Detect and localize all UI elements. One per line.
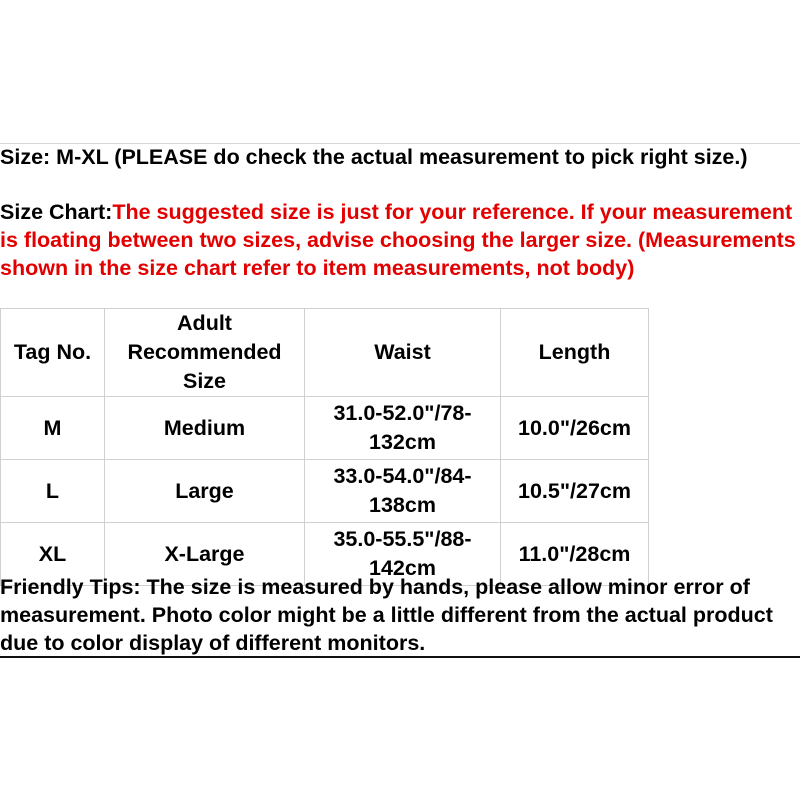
size-range-text: Size: M-XL (PLEASE do check the actual measurement to pick right size.) bbox=[0, 145, 748, 169]
friendly-tips-text: Friendly Tips: The size is measured by hands, please allow minor error of measurement. Photo color might be a little different from the actual product due to color display of different monitors. bbox=[0, 575, 773, 655]
size-chart-label: Size Chart: bbox=[0, 200, 113, 224]
cell-tag: XL bbox=[1, 523, 105, 586]
cell-size: X-Large bbox=[105, 523, 305, 586]
size-chart-note-text: The suggested size is just for your reference. If your measurement is floating between two sizes, advise choosing the larger size. (Measurements shown in the size chart refer to item measurements, not body) bbox=[0, 200, 796, 280]
size-range-line bbox=[0, 143, 800, 171]
cell-length: 11.0"/28cm bbox=[501, 523, 649, 586]
header-waist: Waist bbox=[305, 309, 501, 397]
table-header-row bbox=[1, 309, 649, 397]
size-table bbox=[0, 308, 649, 586]
table-row bbox=[1, 397, 649, 460]
cell-length: 10.0"/26cm bbox=[501, 397, 649, 460]
cell-waist: 33.0-54.0"/84-138cm bbox=[305, 460, 501, 523]
cell-size: Large bbox=[105, 460, 305, 523]
header-length: Length bbox=[501, 309, 649, 397]
size-chart-note bbox=[0, 198, 800, 282]
bottom-divider bbox=[0, 656, 800, 658]
cell-waist: 31.0-52.0"/78-132cm bbox=[305, 397, 501, 460]
cell-tag: L bbox=[1, 460, 105, 523]
header-tag-no: Tag No. bbox=[1, 309, 105, 397]
cell-length: 10.5"/27cm bbox=[501, 460, 649, 523]
cell-size: Medium bbox=[105, 397, 305, 460]
friendly-tips bbox=[0, 573, 800, 657]
table-row bbox=[1, 460, 649, 523]
cell-waist: 35.0-55.5"/88-142cm bbox=[305, 523, 501, 586]
header-adult-recommended-size: Adult Recommended Size bbox=[105, 309, 305, 397]
cell-tag: M bbox=[1, 397, 105, 460]
